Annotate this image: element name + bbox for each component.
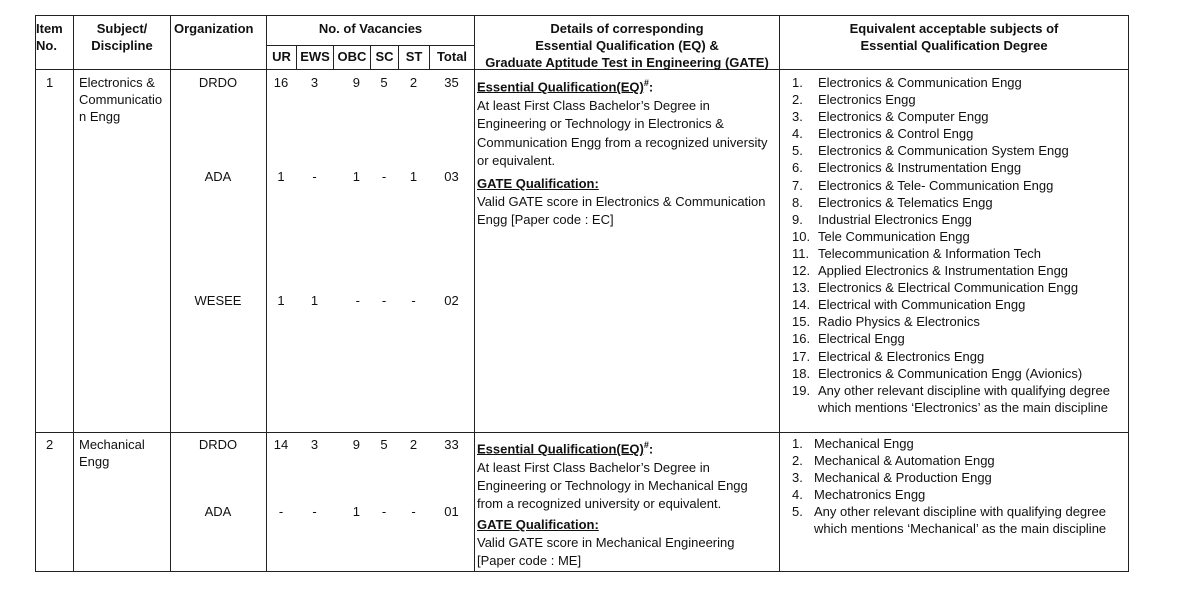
list-item-text: Electronics & Computer Engg	[818, 109, 989, 125]
eq-line: from a recognized university or equivalent.	[477, 495, 722, 511]
list-item-text: Electronics & Communication Engg	[818, 75, 1022, 90]
org-name: DRDO	[198, 437, 238, 452]
subject-line: Electronics &	[79, 75, 155, 90]
subject-line: n Engg	[79, 109, 121, 124]
header-details-line: Graduate Aptitude Test in Engineering (GATE)	[485, 55, 769, 70]
header-vac-ews: EWS	[300, 49, 330, 64]
vac-ews: -	[312, 169, 317, 184]
list-item: 1. Mechanical Engg	[792, 436, 914, 451]
vac-st: -	[411, 504, 416, 519]
list-item: 1. Electronics & Communication Engg	[792, 75, 1022, 90]
subject-line: Communicatio	[79, 92, 163, 107]
list-item-text: Mechatronics Engg	[814, 487, 926, 503]
eq-line: At least First Class Bachelor’s Degree in	[477, 459, 710, 475]
vac-obc: 1	[352, 504, 360, 519]
header-subject-line: Discipline	[91, 38, 153, 53]
list-item: 4. Electronics & Control Engg	[792, 126, 974, 142]
vac-ur: 16	[273, 75, 289, 90]
header-details-line: Details of corresponding	[550, 21, 704, 36]
subject-line: Mechanical	[79, 437, 145, 452]
list-item-text: Electronics Engg	[818, 92, 916, 108]
list-item-text: Electronics & Communication System Engg	[818, 143, 1069, 159]
vac-obc: 9	[352, 437, 360, 452]
vac-sc: 5	[380, 75, 388, 90]
list-item-text: Electronics & Telematics Engg	[818, 194, 993, 210]
row2-subject	[79, 436, 145, 470]
vac-total: 33	[444, 437, 459, 452]
header-vacancies: No. of Vacancies	[318, 21, 423, 36]
list-item-text: Electronics & Control Engg	[818, 126, 974, 142]
header-subject	[74, 20, 170, 54]
row2-eq-block	[477, 436, 748, 513]
vac-ews: -	[312, 504, 317, 519]
header-vac-obc: OBC	[337, 49, 367, 64]
header-details-line: Essential Qualification (EQ) &	[535, 38, 719, 53]
eq-line: At least First Class Bachelor’s Degree in	[477, 97, 710, 113]
eq-line: Communication Engg from a recognized university	[477, 134, 768, 150]
row1-eq-block	[477, 74, 767, 170]
list-item-text: Electronics & Instrumentation Engg	[818, 160, 1022, 176]
list-item-text: Industrial Electronics Engg	[818, 211, 972, 227]
list-item: 14. Electrical with Communication Engg	[792, 297, 1026, 313]
list-item: 3. Electronics & Computer Engg	[792, 109, 989, 125]
eq-title-text: Essential Qualification(EQ)	[477, 79, 644, 95]
org-name: ADA	[204, 504, 232, 519]
grid-line	[474, 15, 475, 572]
list-item: 7. Electronics & Tele- Communication Engg	[792, 177, 1054, 193]
list-item: 6. Electronics & Instrumentation Engg	[792, 160, 1022, 176]
vac-st: 2	[409, 75, 418, 90]
list-item-text: Telecommunication & Information Tech	[818, 245, 1042, 261]
grid-line	[35, 571, 1129, 572]
list-item: 2. Mechanical & Automation Engg	[792, 453, 995, 469]
vac-ur: 14	[273, 437, 289, 452]
header-organization: Organization	[174, 21, 254, 36]
header-item-line: No.	[36, 38, 57, 53]
vac-sc: -	[381, 293, 387, 308]
list-item: 17. Electrical & Electronics Engg	[792, 348, 985, 364]
gate-line: Valid GATE score in Mechanical Engineering	[477, 535, 735, 550]
eq-line: Engineering or Technology in Electronics &	[477, 116, 724, 132]
vac-st: 1	[409, 169, 418, 184]
list-item: 2. Electronics Engg	[792, 92, 916, 108]
gate-title: GATE Qualification:	[477, 176, 599, 191]
vac-ur: 1	[277, 169, 285, 184]
eq-line: Engineering or Technology in Mechanical Engg	[477, 477, 748, 493]
row1-equivalents-list	[792, 74, 1128, 416]
header-subject-line: Subject/	[96, 21, 148, 36]
row2-item-no: 2	[46, 437, 54, 452]
gate-title: GATE Qualification:	[477, 517, 599, 532]
list-item: 12. Applied Electronics & Instrumentation Engg	[792, 263, 1069, 279]
grid-line	[73, 15, 74, 572]
org-name: WESEE	[194, 293, 242, 308]
vac-obc: 1	[352, 169, 360, 184]
grid-line	[779, 15, 780, 572]
list-item-text: Electrical & Electronics Engg	[818, 348, 985, 364]
list-item-text: Electronics & Electrical Communication Engg	[818, 280, 1079, 296]
list-item-text: Electrical Engg	[818, 331, 905, 347]
list-item-text: Electronics & Tele- Communication Engg	[818, 177, 1054, 193]
list-item-text: Any other relevant discipline with qualifying degree which mentions ‘Mechanical’ as the main discipline	[814, 504, 1107, 537]
list-item: 18. Electronics & Communication Engg (Avionics)	[792, 365, 1083, 381]
header-vac-st: ST	[405, 49, 423, 64]
gate-line: Engg [Paper code : EC]	[477, 212, 614, 227]
vac-total: 35	[444, 75, 459, 90]
list-item: 10. Tele Communication Engg	[792, 228, 970, 244]
grid-line	[1128, 15, 1129, 572]
header-item-no	[36, 20, 63, 54]
vac-ews: 3	[310, 437, 319, 452]
header-item-line: Item	[36, 21, 63, 36]
grid-line	[266, 45, 474, 46]
eq-mark: #	[643, 440, 649, 450]
list-item: 11. Telecommunication & Information Tech	[792, 245, 1042, 261]
vac-ews: 1	[310, 293, 319, 308]
gate-line: [Paper code : ME]	[477, 553, 582, 568]
vac-ews: 3	[310, 75, 319, 90]
eq-mark: #	[643, 78, 649, 88]
list-item-text: Electrical with Communication Engg	[818, 297, 1026, 313]
list-item: 19. Any other relevant discipline with qualifying degree which mentions ‘Electronics’ as the main discipline	[792, 382, 1110, 415]
vac-obc: 9	[352, 75, 360, 90]
list-item-text: Mechanical & Production Engg	[814, 470, 992, 486]
grid-line	[35, 15, 36, 572]
list-item: 16. Electrical Engg	[792, 331, 905, 347]
org-name: ADA	[204, 169, 232, 184]
vac-total: 03	[444, 169, 459, 184]
vac-total: 02	[444, 293, 459, 308]
grid-line	[35, 432, 1129, 433]
list-item: 3. Mechanical & Production Engg	[792, 470, 992, 486]
list-item-text: Applied Electronics & Instrumentation Engg	[818, 263, 1069, 279]
list-item: 5. Electronics & Communication System Engg	[792, 143, 1069, 159]
org-name: DRDO	[198, 75, 238, 90]
list-item: 8. Electronics & Telematics Engg	[792, 194, 993, 210]
row2-gate-block	[477, 516, 734, 570]
vac-sc: -	[381, 169, 387, 184]
list-item: 15. Radio Physics & Electronics	[792, 314, 980, 330]
grid-line	[35, 15, 1129, 16]
row1-subject	[79, 74, 162, 125]
list-item: 13. Electronics & Electrical Communication Engg	[792, 280, 1079, 296]
vac-total: 01	[444, 504, 459, 519]
vac-st: 2	[409, 437, 418, 452]
vac-ur: 1	[277, 293, 285, 308]
list-item: 4. Mechatronics Engg	[792, 487, 926, 503]
list-item: 9. Industrial Electronics Engg	[792, 211, 972, 227]
gate-line: Valid GATE score in Electronics & Communication	[477, 194, 766, 209]
header-equivalent	[780, 20, 1128, 54]
header-equivalent-line: Essential Qualification Degree	[860, 38, 1048, 53]
row1-gate-block	[477, 175, 766, 229]
eq-line: or equivalent.	[477, 152, 556, 168]
header-vac-total: Total	[436, 49, 468, 64]
vac-ur: -	[278, 504, 284, 519]
list-item-text: Any other relevant discipline with qualifying degree which mentions ‘Electronics’ as the main discipline	[818, 382, 1110, 415]
row2-equivalents-list	[792, 435, 1124, 538]
vac-st: -	[411, 293, 416, 308]
header-vac-ur: UR	[272, 49, 291, 64]
header-details	[475, 20, 779, 71]
vac-sc: -	[381, 504, 387, 519]
eq-title: Essential Qualification(EQ)#:	[477, 440, 654, 457]
list-item-text: Electronics & Communication Engg (Avionics)	[818, 365, 1083, 381]
eq-title-text: Essential Qualification(EQ)	[477, 441, 644, 457]
row1-item-no: 1	[46, 75, 54, 90]
header-vac-sc: SC	[375, 49, 394, 64]
vac-sc: 5	[380, 437, 388, 452]
subject-line: Engg	[79, 454, 110, 469]
vac-obc: -	[355, 293, 360, 308]
list-item: 5. Any other relevant discipline with qualifying degree which mentions ‘Mechanical’ as the main discipline	[792, 504, 1107, 537]
list-item-text: Mechanical & Automation Engg	[814, 453, 995, 469]
header-equivalent-line: Equivalent acceptable subjects of	[849, 21, 1059, 36]
list-item-text: Mechanical Engg	[814, 436, 914, 451]
eq-title: Essential Qualification(EQ)#:	[477, 78, 654, 95]
list-item-text: Tele Communication Engg	[818, 228, 970, 244]
list-item-text: Radio Physics & Electronics	[818, 314, 980, 330]
